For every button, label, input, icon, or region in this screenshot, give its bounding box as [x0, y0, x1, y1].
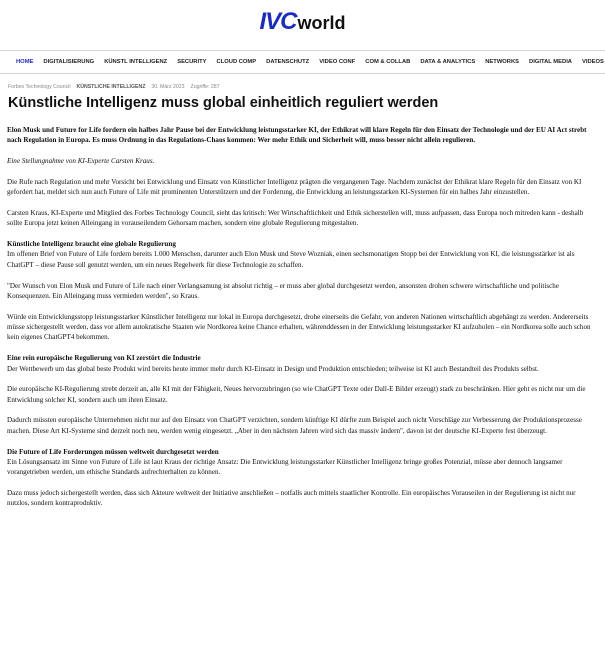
site-logo[interactable] — [259, 8, 345, 36]
nav-datenschutz[interactable]: DATENSCHUTZ — [266, 59, 310, 65]
paragraph: Die Rufe nach Regulation und mehr Vorsicht bei Entwicklung und Einsatz von Künstlicher Intelligenz prägten die vergangenen Tage. Nachdem zunächst der Ethikrat klare Regeln für den Einsatz von KI gefordert hat, meldet sich nun auch Future of Life mit prominenten Unterstützern und der Forderung, die Entwicklung an leistungsstarken KI-Systemen für ein halbes Jahr einzustellen. — [7, 177, 582, 197]
nav-video-conf[interactable]: VIDEO CONF — [319, 59, 356, 65]
nav-networks[interactable]: NETWORKS — [485, 59, 520, 65]
header — [0, 0, 605, 44]
paragraph: Dazu muss jedoch sichergestellt werden, dass sich Akteure weltweit der Initiative anschließen – notfalls auch mittels staatlicher Kontrolle. Ein europäisches Vorauseilen in der Regulierung ist nicht nur nutzlos, sondern kontraproduktiv. — [7, 489, 576, 508]
subheading: Künstliche Intelligenz braucht eine globale Regulierung — [7, 240, 176, 249]
paragraph: Carsten Kraus, KI-Experte und Mitglied des Forbes Technology Council, sieht das kritisch: Wer Wirtschaftlichkeit und Ethik sicherstellen will, muss aufpassen, dass Europa noch mitreden kann - deshalb sollte Europa jetzt keinen Alleingang in vorauseilendem Gehorsam machen, sondern eine globale Regulierung mitgestalten. — [7, 208, 584, 228]
article-meta — [8, 84, 605, 90]
nav-digital-media[interactable]: DIGITAL MEDIA — [529, 59, 572, 65]
meta-views: Zugriffe: 287 — [190, 84, 220, 90]
nav-home[interactable]: HOME — [16, 59, 34, 65]
logo-ivc: IVC — [259, 8, 297, 35]
nav-kuenstl-intelligenz[interactable]: KÜNSTL INTELLIGENZ — [104, 59, 168, 65]
paragraph: Die europäische KI-Regulierung strebt derzeit an, alle KI mit der Fähigkeit, Neues hervorzubringen (so wie ChatGPT Texte oder Dall-E Bilder erzeugt) stark zu beschränken. Hier geht es nicht nur um die Entwicklung solcher KI, sondern auch um ihren Einsatz. — [7, 385, 586, 404]
nav-data-analytics[interactable]: DATA & ANALYTICS — [420, 59, 476, 65]
nav-videos[interactable]: VIDEOS — [582, 59, 604, 65]
paragraph: Im offenen Brief von Future of Life fordern bereits 1.000 Menschen, darunter auch Elon Musk und Steve Wozniak, einen sechsmonatigen Stopp bei der Entwicklung von KI, die leistungsstärker ist als ChatGPT – diese Pause soll genutzt werden, um ein neues Regelwerk für diese Technologie zu schaffen. — [7, 250, 575, 269]
subheading: Eine rein europäische Regulierung von KI zerstört die Industrie — [7, 354, 201, 363]
quote-paragraph: "Der Wunsch von Elon Musk und Future of Life nach einer Verlangsamung ist absolut richtig – er muss aber global durchgesetzt werden, ansonsten drohen schwere wirtschaftliche und politische Konsequenzen. Ein Alleingang muss vermieden werden", so Kraus. — [7, 281, 559, 300]
logo-world: world — [297, 13, 346, 33]
nav-security[interactable]: SECURITY — [177, 59, 207, 65]
article-title: Künstliche Intelligenz muss global einheitlich reguliert werden — [8, 95, 439, 111]
article-body — [7, 125, 597, 509]
meta-category[interactable]: KÜNSTLICHE INTELLIGENZ — [76, 84, 146, 90]
meta-date: 30. März 2023 — [151, 84, 185, 90]
paragraph: Ein Lösungsansatz im Sinne von Future of Life ist laut Kraus der richtige Ansatz: Die Entwicklung leistungsstarker Künstlicher Intelligenz bringe großes Potenzial, müsse aber dennoch langsamer vorangetrieben werden, um ethische Standards aufrechterhalten zu können. — [7, 457, 563, 477]
paragraph: Der Wettbewerb um das global beste Produkt wird bereits heute immer mehr durch KI-Einsatz in Design und Produktion entschieden; teilweise ist KI auch Bestandteil des Produkts selbst. — [7, 364, 539, 373]
article-lead: Elon Musk und Future for Life fordern ein halbes Jahr Pause bei der Entwicklung leistungsstarker KI, der Ethikrat will klare Regeln für den Einsatz der Technologie und der EU AI Act strebt nach Regulation in Europa. Es muss Ordnung in das Regulations-Chaos kommen: Wer mehr Ethik und Sicherheit will, muss besser nicht allein regulieren. — [7, 126, 587, 145]
nav-com-collab[interactable]: COM & COLLAB — [365, 59, 411, 65]
nav-cloud-comp[interactable]: CLOUD COMP — [216, 59, 257, 65]
article-byline: Eine Stellungnahme von KI-Experte Carsten Kraus. — [7, 157, 155, 166]
paragraph: Würde ein Entwicklungsstopp leistungsstarker Künstlicher Intelligenz nur lokal in Europa durchgesetzt, drohe einerseits die Gefahr, von anderen Nationen wirtschaftlich abgehängt zu werden. Andererseits müsse sichergestellt werden, dass vor allem autokratische Staaten wie Nordkorea keine Chance erhalten, währenddessen in der Entwicklung leistungsstarker KI aufzuholen – ein Nordkorea solle auch schon kein eigenes ChatGPT4 bekommen. — [7, 312, 591, 342]
nav-digitalisierung[interactable]: DIGITALISIERUNG — [43, 59, 95, 65]
paragraph: Dadurch müssten europäische Unternehmen nicht nur auf den Einsatz von ChatGPT verzichten, sondern künftige KI dürfte zum Beispiel auch nicht Vorschläge zur Verbesserung der Produktionsprozesse machen. Diese Art KI-Systeme sind derzeit noch neu, werden wenig eingesetzt. „Aber in den nächsten Jahren wird sich das massiv ändern", davon ist der deutsche KI-Experte fest überzeugt. — [7, 416, 582, 435]
main-nav — [0, 50, 605, 74]
meta-source[interactable]: Forbes Technology Council — [8, 84, 71, 90]
subheading: Die Future of Life Forderungen müssen weltweit durchgesetzt werden — [7, 447, 219, 456]
